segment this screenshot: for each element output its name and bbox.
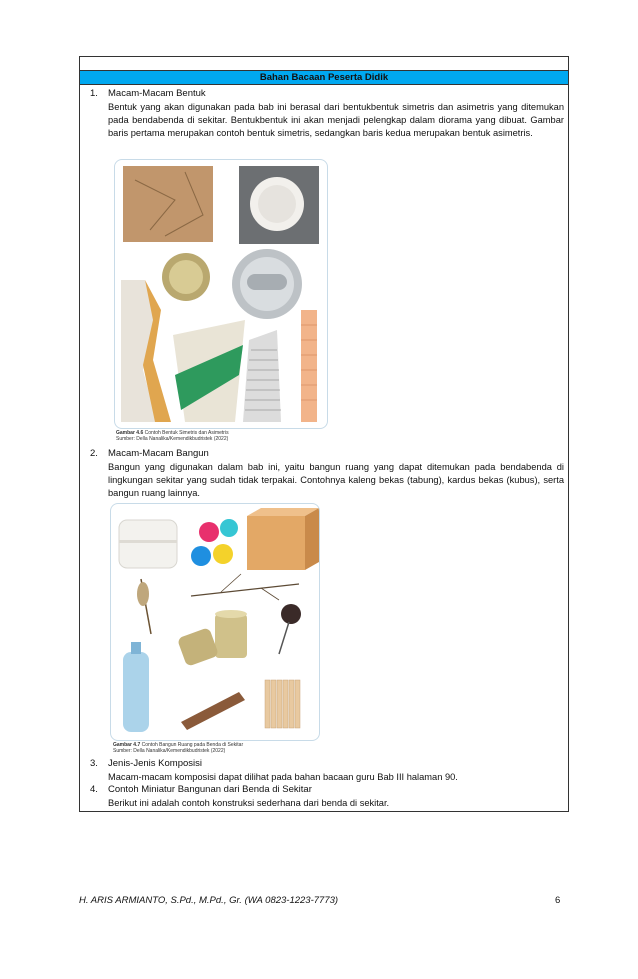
section-1-text: Bentuk yang akan digunakan pada bab ini berasal dari bentukbentuk simetris dan asimetris yang ditemukan pada bendabenda di sekitar. Bentukbentuk ini akan menjadi pelengkap dalam diorama yang dibuat. Gambar baris pertama merupakan contoh bentuk simetris, sedangkan baris kedua merupakan bentuk asimetris. bbox=[108, 102, 564, 139]
section-4-number: 4. bbox=[90, 784, 98, 795]
figure-4-6-caption bbox=[116, 430, 229, 442]
section-4-text: Berikut ini adalah contoh konstruksi sederhana dari benda di sekitar. bbox=[108, 798, 390, 808]
section-2-title: Macam-Macam Bangun bbox=[108, 448, 209, 459]
page-number: 6 bbox=[555, 895, 561, 906]
figure-4-6 bbox=[114, 159, 328, 429]
header-title: Bahan Bacaan Peserta Didik bbox=[80, 70, 568, 85]
section-3-number: 3. bbox=[90, 758, 98, 769]
section-2-text: Bangun yang digunakan dalam bab ini, yaitu bangun ruang yang dapat ditemukan pada bendabenda di lingkungan sekitar yang sudah tidak terpakai. Contohnya kaleng bekas (tabung), kardus bekas (kubus), serta bangun ruang lainnya. bbox=[108, 462, 564, 499]
section-1-number: 1. bbox=[90, 88, 98, 99]
figure-4-6-label: Gambar 4.6 bbox=[116, 430, 144, 436]
figure-4-7-source: Sumber: Della Nanalika/Kemendikbudristek (2022) bbox=[113, 748, 226, 754]
figure-4-6-caption-text: Contoh Bentuk Simetris dan Asimetris bbox=[144, 430, 229, 436]
section-3-title: Jenis-Jenis Komposisi bbox=[108, 758, 202, 769]
figure-4-7-image bbox=[111, 504, 319, 740]
figure-4-6-source: Sumber: Della Nanalika/Kemendikbudristek (2022) bbox=[116, 436, 229, 442]
figure-4-7-caption bbox=[113, 742, 243, 754]
section-4-title: Contoh Miniatur Bangunan dari Benda di Sekitar bbox=[108, 784, 312, 795]
section-1-title: Macam-Macam Bentuk bbox=[108, 88, 206, 99]
figure-4-7-label: Gambar 4.7 bbox=[113, 742, 141, 748]
footer-author: H. ARIS ARMIANTO, S.Pd., M.Pd., Gr. (WA 0823-1223-7773) bbox=[79, 895, 339, 906]
figure-4-6-image bbox=[115, 160, 327, 428]
section-2-number: 2. bbox=[90, 448, 98, 459]
figure-4-7 bbox=[110, 503, 320, 741]
content-box bbox=[79, 56, 569, 812]
figure-4-7-caption-text: Contoh Bangun Ruang pada Benda di Sekitar bbox=[141, 742, 244, 748]
section-3-text: Macam-macam komposisi dapat dilihat pada bahan bacaan guru Bab III halaman 90. bbox=[108, 772, 458, 782]
